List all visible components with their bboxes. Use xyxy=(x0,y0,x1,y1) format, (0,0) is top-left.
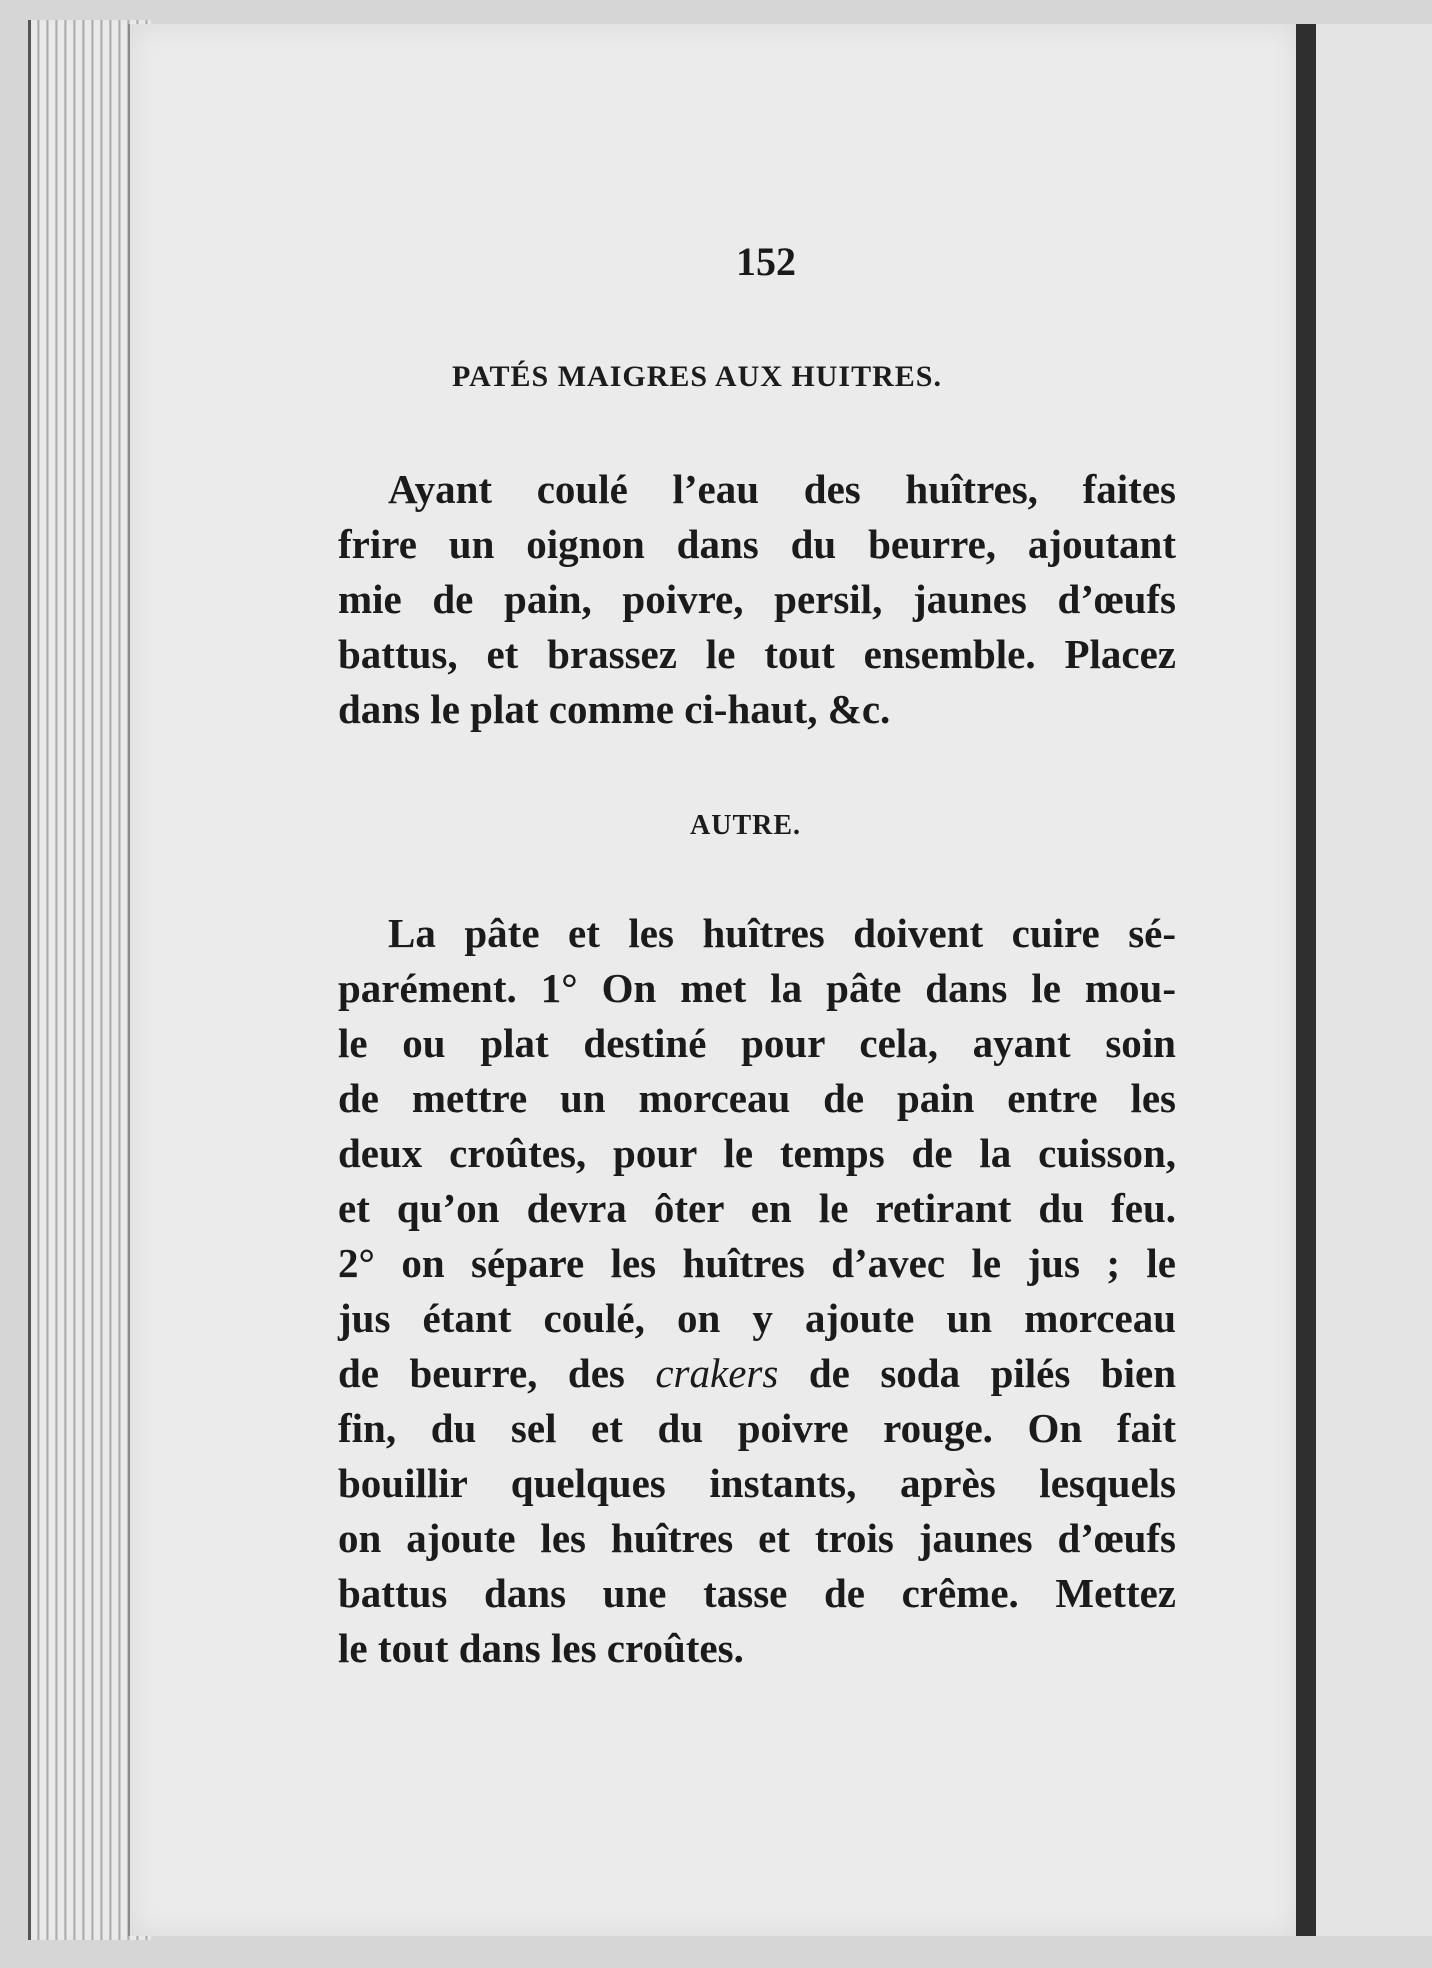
section-title-pates-maigres: PATÉS MAIGRES AUX HUITRES. xyxy=(452,360,942,393)
text-line: et qu’on devra ôter en le retirant du feu. xyxy=(338,1185,1176,1231)
text-segment: de beurre, des xyxy=(338,1350,625,1396)
text-segment: de soda pilés bien xyxy=(808,1350,1176,1396)
text-line: deux croûtes, pour le temps de la cuisson, xyxy=(338,1130,1176,1176)
text-line: bouillir quelques instants, après lesquels xyxy=(338,1460,1176,1506)
text-line: frire un oignon dans du beurre, ajoutant xyxy=(338,521,1176,567)
text-line: fin, du sel et du poivre rouge. On fait xyxy=(338,1405,1176,1451)
text-line: 2° on sépare les huîtres d’avec le jus ; le xyxy=(338,1240,1176,1286)
text-line: parément. 1° On met la pâte dans le mou- xyxy=(338,965,1176,1011)
italic-word: crakers xyxy=(655,1350,779,1396)
text-line: le ou plat destiné pour cela, ayant soin xyxy=(338,1020,1176,1066)
section-title-autre: AUTRE. xyxy=(690,810,802,841)
facing-page xyxy=(1316,24,1432,1936)
text-line: battus dans une tasse de crême. Mettez xyxy=(338,1570,1176,1616)
paragraph-pates-maigres xyxy=(338,462,1176,737)
book-gutter xyxy=(1296,24,1316,1936)
paragraph-autre xyxy=(338,906,1176,1676)
text-line: battus, et brassez le tout ensemble. Placez xyxy=(338,631,1176,677)
text-line: dans le plat comme ci-haut, &c. xyxy=(338,686,891,732)
text-line: on ajoute les huîtres et trois jaunes d’œufs xyxy=(338,1515,1176,1561)
text-line: jus étant coulé, on y ajoute un morceau xyxy=(338,1295,1176,1341)
page-number: 152 xyxy=(736,239,796,284)
text-line-with-italic xyxy=(338,1346,1176,1401)
text-line: Ayant coulé l’eau des huîtres, faites xyxy=(388,466,1176,512)
text-line: mie de pain, poivre, persil, jaunes d’œufs xyxy=(338,576,1176,622)
text-line: de mettre un morceau de pain entre les xyxy=(338,1075,1176,1121)
text-line: La pâte et les huîtres doivent cuire sé- xyxy=(388,910,1176,956)
text-line: le tout dans les croûtes. xyxy=(338,1625,744,1671)
